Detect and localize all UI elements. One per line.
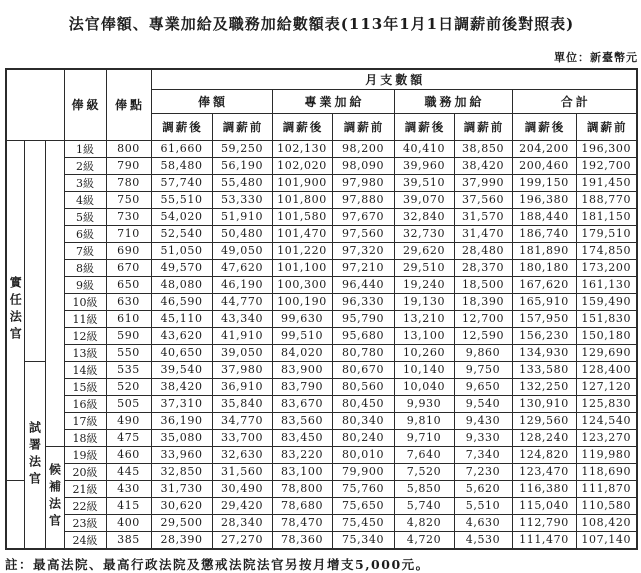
value-cell: 5,510 [454,497,512,514]
value-cell: 52,540 [151,225,212,242]
grade-cell: 22級 [64,497,106,514]
value-cell: 4,820 [394,514,454,531]
value-cell: 181,890 [512,242,576,259]
table-row [6,429,637,446]
value-cell: 30,620 [151,497,212,514]
value-cell: 97,560 [332,225,394,242]
value-cell: 9,810 [394,412,454,429]
grade-cell: 4級 [64,191,106,208]
value-cell: 83,670 [272,395,332,412]
value-cell: 101,100 [272,259,332,276]
value-cell: 56,190 [212,157,272,174]
value-cell: 100,190 [272,293,332,310]
subheader-after-2: 調薪後 [272,113,332,140]
category-label: 候補法官 [47,463,62,531]
grade-cell: 14級 [64,361,106,378]
category-label: 實任法官 [8,276,23,344]
value-cell: 49,570 [151,259,212,276]
value-cell: 97,670 [332,208,394,225]
point-cell: 460 [106,446,151,463]
value-cell: 9,650 [454,378,512,395]
point-cell: 490 [106,412,151,429]
value-cell: 38,850 [454,140,512,157]
grade-cell: 9級 [64,276,106,293]
category-spacer-cell [24,140,45,361]
point-cell: 385 [106,531,151,549]
value-cell: 100,300 [272,276,332,293]
subheader-before-2: 調薪前 [332,113,394,140]
value-cell: 167,620 [512,276,576,293]
value-cell: 41,910 [212,327,272,344]
value-cell: 37,310 [151,395,212,412]
value-cell: 123,270 [576,429,637,446]
value-cell: 78,360 [272,531,332,549]
value-cell: 116,380 [512,480,576,497]
value-cell: 188,770 [576,191,637,208]
grade-column-header: 俸級 [64,69,106,140]
table-row [6,140,637,157]
value-cell: 79,900 [332,463,394,480]
point-cell: 475 [106,429,151,446]
point-cell: 630 [106,293,151,310]
value-cell: 75,760 [332,480,394,497]
value-cell: 40,650 [151,344,212,361]
table-row [6,259,637,276]
value-cell: 5,850 [394,480,454,497]
value-cell: 28,340 [212,514,272,531]
value-cell: 46,190 [212,276,272,293]
point-cell: 750 [106,191,151,208]
value-cell: 39,070 [394,191,454,208]
value-cell: 29,510 [394,259,454,276]
value-cell: 13,100 [394,327,454,344]
value-cell: 29,620 [394,242,454,259]
value-cell: 111,470 [512,531,576,549]
value-cell: 44,770 [212,293,272,310]
table-row [6,293,637,310]
point-cell: 550 [106,344,151,361]
value-cell: 96,440 [332,276,394,293]
table-row [6,208,637,225]
value-cell: 53,330 [212,191,272,208]
grade-cell: 3級 [64,174,106,191]
value-cell: 5,620 [454,480,512,497]
value-cell: 78,680 [272,497,332,514]
value-cell: 186,740 [512,225,576,242]
value-cell: 10,040 [394,378,454,395]
value-cell: 150,180 [576,327,637,344]
table-row [6,361,637,378]
value-cell: 119,980 [576,446,637,463]
point-cell: 710 [106,225,151,242]
grade-cell: 2級 [64,157,106,174]
value-cell: 54,020 [151,208,212,225]
subheader-before-4: 調薪前 [576,113,637,140]
table-row [6,242,637,259]
category-cell [24,361,45,549]
grade-cell: 19級 [64,446,106,463]
value-cell: 80,240 [332,429,394,446]
value-cell: 159,490 [576,293,637,310]
subheader-before-1: 調薪前 [212,113,272,140]
subheader-after-4: 調薪後 [512,113,576,140]
value-cell: 97,880 [332,191,394,208]
grade-cell: 15級 [64,378,106,395]
value-cell: 83,900 [272,361,332,378]
value-cell: 4,530 [454,531,512,549]
value-cell: 9,330 [454,429,512,446]
value-cell: 12,590 [454,327,512,344]
value-cell: 28,370 [454,259,512,276]
point-cell: 780 [106,174,151,191]
value-cell: 9,430 [454,412,512,429]
value-cell: 32,840 [394,208,454,225]
value-cell: 30,490 [212,480,272,497]
grade-cell: 7級 [64,242,106,259]
value-cell: 31,560 [212,463,272,480]
table-row [6,157,637,174]
value-cell: 43,620 [151,327,212,344]
value-cell: 55,480 [212,174,272,191]
value-cell: 191,450 [576,174,637,191]
grade-cell: 23級 [64,514,106,531]
subheader-after-3: 調薪後 [394,113,454,140]
point-cell: 505 [106,395,151,412]
point-cell: 590 [106,327,151,344]
value-cell: 108,420 [576,514,637,531]
value-cell: 78,800 [272,480,332,497]
value-cell: 29,420 [212,497,272,514]
value-cell: 192,700 [576,157,637,174]
table-row [6,225,637,242]
point-cell: 670 [106,259,151,276]
value-cell: 37,990 [454,174,512,191]
table-row [6,395,637,412]
table-row [6,497,637,514]
value-cell: 28,390 [151,531,212,549]
value-cell: 39,510 [394,174,454,191]
value-cell: 33,700 [212,429,272,446]
value-cell: 80,450 [332,395,394,412]
value-cell: 9,710 [394,429,454,446]
grade-cell: 16級 [64,395,106,412]
value-cell: 51,050 [151,242,212,259]
value-cell: 33,960 [151,446,212,463]
grade-cell: 12級 [64,327,106,344]
value-cell: 35,080 [151,429,212,446]
value-cell: 10,260 [394,344,454,361]
value-cell: 95,790 [332,310,394,327]
value-cell: 18,500 [454,276,512,293]
point-cell: 445 [106,463,151,480]
value-cell: 156,230 [512,327,576,344]
value-cell: 46,590 [151,293,212,310]
value-cell: 80,670 [332,361,394,378]
table-row [6,531,637,549]
value-cell: 32,630 [212,446,272,463]
value-cell: 31,570 [454,208,512,225]
value-cell: 18,390 [454,293,512,310]
table-row [6,463,637,480]
value-cell: 83,450 [272,429,332,446]
value-cell: 118,690 [576,463,637,480]
value-cell: 180,180 [512,259,576,276]
table-row [6,276,637,293]
value-cell: 43,340 [212,310,272,327]
point-cell: 400 [106,514,151,531]
value-cell: 28,480 [454,242,512,259]
value-cell: 97,320 [332,242,394,259]
header-row-monthly [6,69,637,89]
category-spacer-cell [45,140,64,446]
value-cell: 83,790 [272,378,332,395]
value-cell: 83,220 [272,446,332,463]
value-cell: 37,980 [212,361,272,378]
value-cell: 9,860 [454,344,512,361]
value-cell: 9,930 [394,395,454,412]
value-cell: 97,210 [332,259,394,276]
table-header [6,69,637,140]
category-label: 試署法官 [27,420,42,489]
value-cell: 124,540 [576,412,637,429]
grade-cell: 24級 [64,531,106,549]
grade-cell: 13級 [64,344,106,361]
value-cell: 48,080 [151,276,212,293]
value-cell: 75,450 [332,514,394,531]
table-row [6,412,637,429]
point-cell: 520 [106,378,151,395]
unit-label: 單位：新臺幣元 [554,51,638,64]
value-cell: 101,580 [272,208,332,225]
value-cell: 32,850 [151,463,212,480]
grade-cell: 10級 [64,293,106,310]
corner-empty-cell [6,69,64,140]
page-title: 法官俸額、專業加給及職務加給數額表(113年1月1日調薪前後對照表) [68,15,575,33]
grade-cell: 11級 [64,310,106,327]
value-cell: 59,250 [212,140,272,157]
table-row [6,344,637,361]
value-cell: 127,120 [576,378,637,395]
value-cell: 133,580 [512,361,576,378]
value-cell: 19,130 [394,293,454,310]
value-cell: 19,240 [394,276,454,293]
value-cell: 101,800 [272,191,332,208]
point-cell: 535 [106,361,151,378]
value-cell: 31,470 [454,225,512,242]
value-cell: 102,130 [272,140,332,157]
value-cell: 80,560 [332,378,394,395]
value-cell: 51,910 [212,208,272,225]
value-cell: 4,720 [394,531,454,549]
value-cell: 4,630 [454,514,512,531]
value-cell: 161,130 [576,276,637,293]
value-cell: 9,750 [454,361,512,378]
value-cell: 128,240 [512,429,576,446]
value-cell: 80,010 [332,446,394,463]
table-row [6,310,637,327]
grade-cell: 17級 [64,412,106,429]
group-header-professional-allowance: 專業加給 [272,89,394,113]
grade-cell: 21級 [64,480,106,497]
value-cell: 111,870 [576,480,637,497]
value-cell: 80,340 [332,412,394,429]
value-cell: 34,770 [212,412,272,429]
point-cell: 730 [106,208,151,225]
value-cell: 174,850 [576,242,637,259]
value-cell: 130,910 [512,395,576,412]
table-body [6,140,637,549]
point-cell: 610 [106,310,151,327]
value-cell: 204,200 [512,140,576,157]
value-cell: 83,560 [272,412,332,429]
value-cell: 10,140 [394,361,454,378]
value-cell: 101,220 [272,242,332,259]
value-cell: 7,340 [454,446,512,463]
value-cell: 107,140 [576,531,637,549]
point-cell: 430 [106,480,151,497]
value-cell: 75,650 [332,497,394,514]
group-header-duty-allowance: 職務加給 [394,89,512,113]
value-cell: 80,780 [332,344,394,361]
point-cell: 790 [106,157,151,174]
value-cell: 39,540 [151,361,212,378]
value-cell: 58,480 [151,157,212,174]
table-row [6,191,637,208]
value-cell: 27,270 [212,531,272,549]
value-cell: 101,470 [272,225,332,242]
value-cell: 115,040 [512,497,576,514]
table-row [6,514,637,531]
value-cell: 196,300 [576,140,637,157]
value-cell: 199,150 [512,174,576,191]
value-cell: 181,150 [576,208,637,225]
value-cell: 124,820 [512,446,576,463]
value-cell: 7,230 [454,463,512,480]
value-cell: 84,020 [272,344,332,361]
value-cell: 132,250 [512,378,576,395]
value-cell: 200,460 [512,157,576,174]
value-cell: 173,200 [576,259,637,276]
table-row [6,327,637,344]
value-cell: 32,730 [394,225,454,242]
value-cell: 12,700 [454,310,512,327]
value-cell: 75,340 [332,531,394,549]
value-cell: 40,410 [394,140,454,157]
value-cell: 128,400 [576,361,637,378]
value-cell: 5,740 [394,497,454,514]
value-cell: 99,510 [272,327,332,344]
group-header-total: 合計 [512,89,637,113]
value-cell: 112,790 [512,514,576,531]
value-cell: 37,560 [454,191,512,208]
value-cell: 165,910 [512,293,576,310]
value-cell: 78,470 [272,514,332,531]
table-row [6,446,637,463]
point-column-header: 俸點 [106,69,151,140]
value-cell: 83,100 [272,463,332,480]
category-cell [45,446,64,549]
point-cell: 690 [106,242,151,259]
value-cell: 179,510 [576,225,637,242]
value-cell: 157,950 [512,310,576,327]
value-cell: 98,090 [332,157,394,174]
category-cell [6,140,24,480]
value-cell: 57,740 [151,174,212,191]
value-cell: 38,420 [151,378,212,395]
value-cell: 102,020 [272,157,332,174]
subheader-after-1: 調薪後 [151,113,212,140]
value-cell: 95,680 [332,327,394,344]
value-cell: 9,540 [454,395,512,412]
grade-cell: 20級 [64,463,106,480]
point-cell: 800 [106,140,151,157]
subheader-before-3: 調薪前 [454,113,512,140]
grade-cell: 1級 [64,140,106,157]
value-cell: 125,830 [576,395,637,412]
value-cell: 99,630 [272,310,332,327]
value-cell: 188,440 [512,208,576,225]
table-row [6,480,637,497]
value-cell: 7,520 [394,463,454,480]
value-cell: 49,050 [212,242,272,259]
grade-cell: 6級 [64,225,106,242]
value-cell: 13,210 [394,310,454,327]
value-cell: 98,200 [332,140,394,157]
value-cell: 101,900 [272,174,332,191]
grade-cell: 18級 [64,429,106,446]
value-cell: 31,730 [151,480,212,497]
value-cell: 39,050 [212,344,272,361]
table-row [6,174,637,191]
monthly-amount-header: 月支數額 [151,69,637,89]
value-cell: 55,510 [151,191,212,208]
value-cell: 110,580 [576,497,637,514]
category-spacer-cell [6,480,24,549]
value-cell: 39,960 [394,157,454,174]
value-cell: 97,980 [332,174,394,191]
grade-cell: 8級 [64,259,106,276]
value-cell: 38,420 [454,157,512,174]
value-cell: 61,660 [151,140,212,157]
value-cell: 36,190 [151,412,212,429]
value-cell: 35,840 [212,395,272,412]
salary-table [5,68,638,550]
value-cell: 45,110 [151,310,212,327]
value-cell: 129,690 [576,344,637,361]
value-cell: 50,480 [212,225,272,242]
value-cell: 129,560 [512,412,576,429]
value-cell: 96,330 [332,293,394,310]
value-cell: 7,640 [394,446,454,463]
value-cell: 134,930 [512,344,576,361]
point-cell: 650 [106,276,151,293]
value-cell: 36,910 [212,378,272,395]
footnote: 註：最高法院、最高行政法院及懲戒法院法官另按月增支5,000元。 [5,556,430,572]
value-cell: 151,830 [576,310,637,327]
table-row [6,378,637,395]
value-cell: 123,470 [512,463,576,480]
point-cell: 415 [106,497,151,514]
grade-cell: 5級 [64,208,106,225]
value-cell: 47,620 [212,259,272,276]
value-cell: 196,380 [512,191,576,208]
group-header-salary: 俸額 [151,89,272,113]
value-cell: 29,500 [151,514,212,531]
